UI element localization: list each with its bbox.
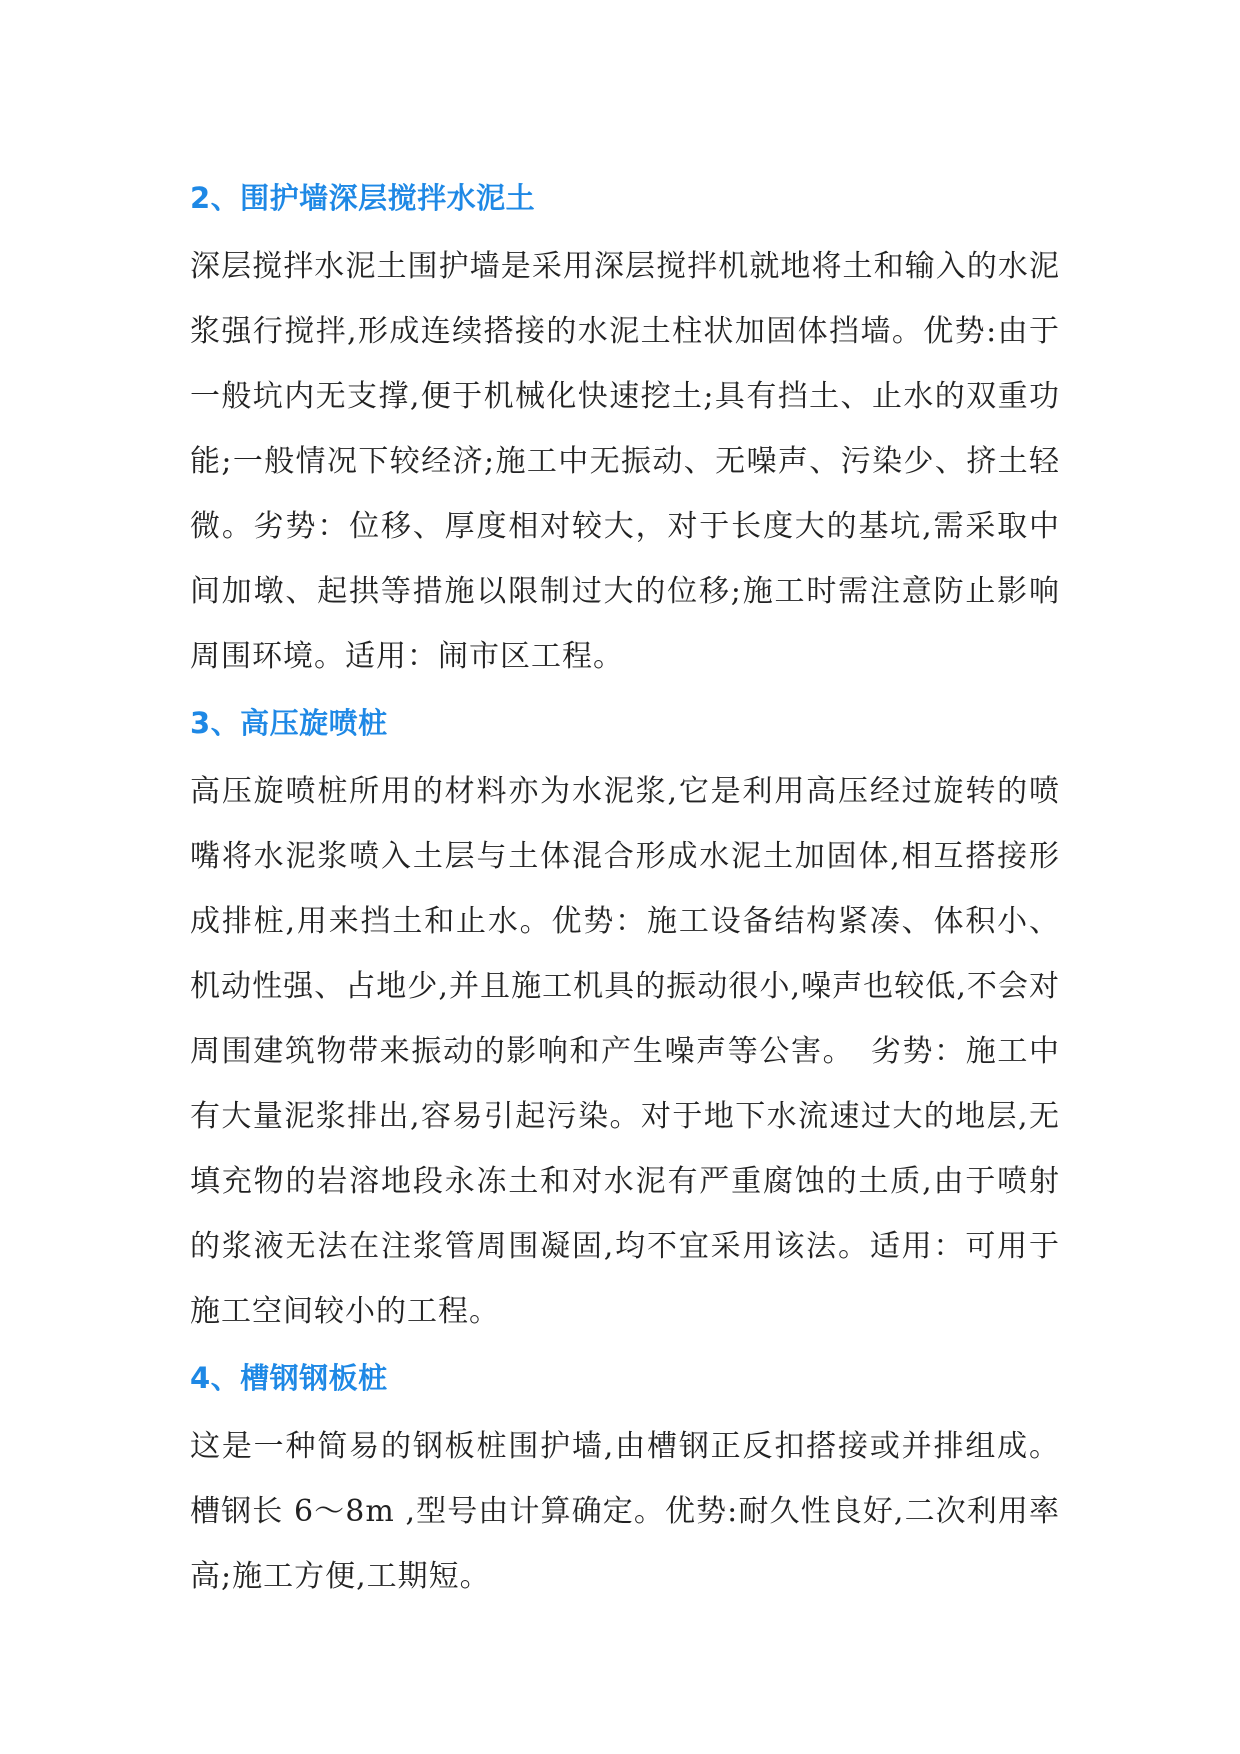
section-paragraph: 深层搅拌水泥土围护墙是采用深层搅拌机就地将土和输入的水泥浆强行搅拌,形成连续搭接的水泥土柱状加固体挡墙。优势:由于一般坑内无支撑,便于机械化快速挖土;具有挡土、止水的双重功能;一般情况下较经济;施工中无振动、无噪声、污染少、挤土轻微。劣势：位移、厚度相对较大，对于长度大的基坑,需采取中间加墩、起拱等措施以限制过大的位移;施工时需注意防止影响周围环境。适用：闹市区工程。 bbox=[190, 249, 1060, 674]
section-2 bbox=[190, 170, 1060, 689]
section-paragraph: 高压旋喷桩所用的材料亦为水泥浆,它是利用高压经过旋转的喷嘴将水泥浆喷入土层与土体混合形成水泥土加固体,相互搭接形成排桩,用来挡土和止水。优势：施工设备结构紧凑、体积小、机动性强、占地少,并且施工机具的振动很小,噪声也较低,不会对周围建筑物带来振动的影响和产生噪声等公害。 劣势：施工中有大量泥浆排出,容易引起污染。对于地下水流速过大的地层,无填充物的岩溶地段永冻土和对水泥有严重腐蚀的土质,由于喷射的浆液无法在注浆管周围凝固,均不宜采用该法。适用：可用于施工空间较小的工程。 bbox=[190, 774, 1060, 1329]
section-paragraph: 这是一种简易的钢板桩围护墙,由槽钢正反扣搭接或并排组成。槽钢长 6～8m ,型号由计算确定。优势:耐久性良好,二次利用率高;施工方便,工期短。 bbox=[190, 1429, 1060, 1594]
section-heading: 4、槽钢钢板桩 bbox=[190, 1361, 388, 1395]
section-heading: 3、高压旋喷桩 bbox=[190, 706, 388, 740]
section-heading: 2、围护墙深层搅拌水泥土 bbox=[190, 181, 536, 215]
section-3 bbox=[190, 695, 1060, 1344]
document-content bbox=[190, 170, 1060, 1615]
section-4 bbox=[190, 1350, 1060, 1609]
